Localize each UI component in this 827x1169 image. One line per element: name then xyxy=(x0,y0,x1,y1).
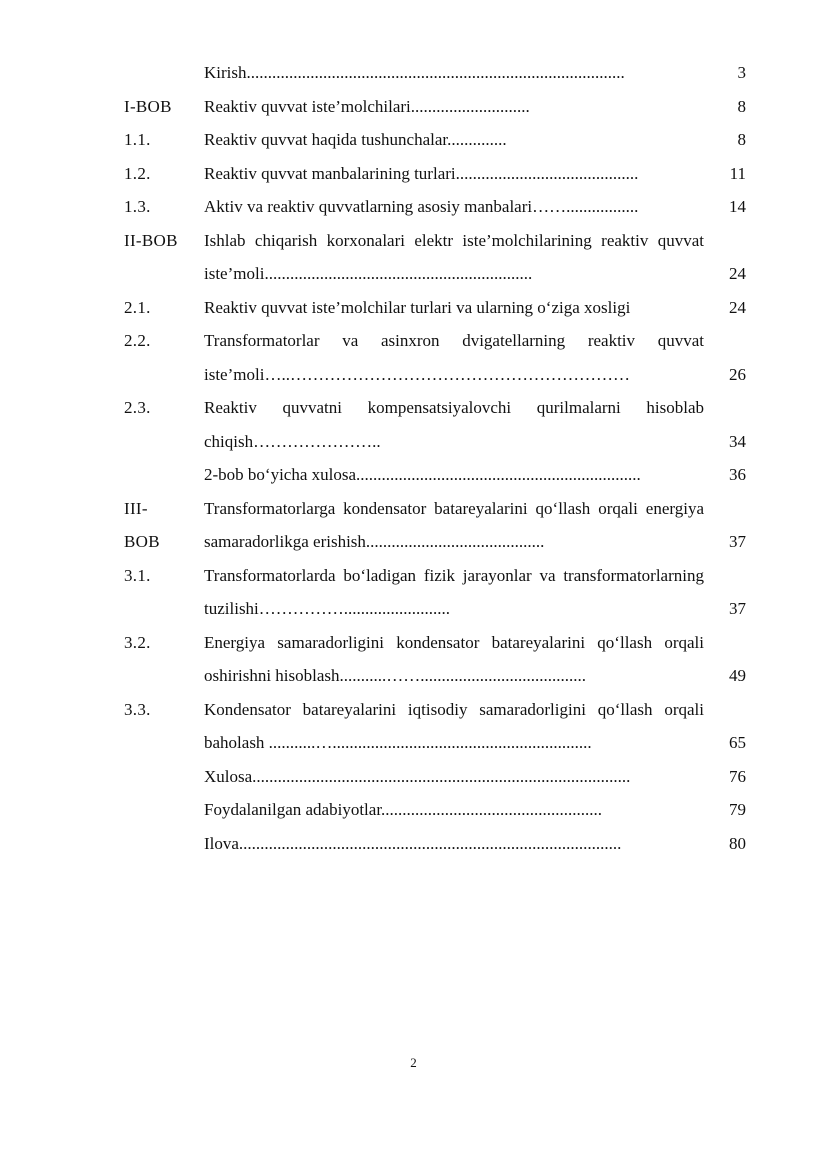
toc-entry-kirish xyxy=(124,56,746,90)
toc-entry-title: Aktiv va reaktiv quvvatlarning asosiy manbalari……................. xyxy=(204,197,639,216)
page-number: 2 xyxy=(410,1055,417,1070)
toc-entry-page: 8 xyxy=(737,96,746,116)
toc-entry-3-3 xyxy=(124,693,746,760)
toc-entry-page: 34 xyxy=(729,431,746,451)
toc-entry-number: 1.1. xyxy=(124,130,151,149)
toc-entry-page: 24 xyxy=(729,264,746,283)
toc-entry-2-1 xyxy=(124,291,746,325)
toc-entry-1-1 xyxy=(124,123,746,157)
toc-entry-title: Reaktiv quvvatni kompensatsiyalovchi qurilmalarni hisoblab chiqish………………….. xyxy=(204,398,704,451)
toc-entry-page: 3 xyxy=(737,63,746,82)
toc-entry-title: Kirish......................................................................................... xyxy=(204,63,625,82)
table-of-contents xyxy=(124,56,746,860)
toc-entry-title: Xulosa......................................................................................... xyxy=(204,766,631,786)
toc-entry-title: Transformatorlarda bo‘ladigan fizik jarayonlar va transformatorlarning tuzilishi……………......................... xyxy=(204,565,704,618)
toc-entry-page: 65 xyxy=(729,733,746,752)
toc-entry-page: 36 xyxy=(729,465,746,484)
toc-entry-title: Transformatorlar va asinxron dvigatellarning reaktiv quvvat iste’moli…..…………………………………………………… xyxy=(204,331,704,384)
toc-entry-2-3 xyxy=(124,391,746,458)
toc-entry-title: Ishlab chiqarish korxonalari elektr iste’molchilarining reaktiv quvvat iste’moli............................................................... xyxy=(204,230,704,283)
toc-entry-page: 37 xyxy=(729,532,746,551)
toc-entry-number: III- BOB xyxy=(124,498,160,551)
toc-entry-ilova xyxy=(124,827,746,861)
toc-entry-page: 76 xyxy=(729,766,746,786)
toc-entry-chapter-2-summary xyxy=(124,458,746,492)
toc-entry-chapter-2 xyxy=(124,224,746,291)
toc-entry-title: 2-bob bo‘yicha xulosa................................................................... xyxy=(204,465,641,484)
toc-entry-number: 3.3. xyxy=(124,699,151,719)
toc-entry-title: Transformatorlarga kondensator batareyalarini qo‘llash orqali energiya samaradorlikga erishish.......................................... xyxy=(204,498,704,551)
toc-entry-number: I-BOB xyxy=(124,96,172,116)
toc-entry-3-1 xyxy=(124,559,746,626)
toc-entry-page: 79 xyxy=(729,800,746,819)
toc-entry-title: Kondensator batareyalarini iqtisodiy samaradorligini qo‘llash orqali baholash ...........…............................................................. xyxy=(204,699,704,752)
toc-entry-number: 1.3. xyxy=(124,197,151,216)
toc-entry-page: 11 xyxy=(729,163,746,183)
toc-entry-number: 3.2. xyxy=(124,632,151,652)
toc-entry-page: 8 xyxy=(737,130,746,149)
toc-entry-3-2 xyxy=(124,626,746,693)
toc-entry-page: 24 xyxy=(729,297,746,317)
toc-entry-2-2 xyxy=(124,324,746,391)
toc-entry-title: Ilova.......................................................................................... xyxy=(204,833,622,853)
toc-entry-title: Reaktiv quvvat iste’molchilari............................ xyxy=(204,96,530,116)
toc-entry-title: Reaktiv quvvat haqida tushunchalar.............. xyxy=(204,130,507,149)
toc-entry-number: 2.2. xyxy=(124,331,151,350)
toc-entry-xulosa xyxy=(124,760,746,794)
toc-entry-page: 37 xyxy=(729,599,746,618)
toc-entry-page: 26 xyxy=(729,364,746,384)
toc-entry-title: Reaktiv quvvat iste’molchilar turlari va ularning o‘ziga xosligi xyxy=(204,297,631,317)
toc-entry-number: 2.1. xyxy=(124,297,151,317)
toc-entry-number: 2.3. xyxy=(124,398,151,417)
toc-entry-page: 80 xyxy=(729,833,746,853)
toc-entry-1-2 xyxy=(124,157,746,191)
toc-entry-adabiyotlar xyxy=(124,793,746,827)
toc-entry-1-3 xyxy=(124,190,746,224)
toc-entry-page: 14 xyxy=(729,197,746,216)
toc-entry-chapter-1 xyxy=(124,90,746,124)
toc-entry-number: II-BOB xyxy=(124,230,178,250)
toc-entry-title: Energiya samaradorligini kondensator batareyalarini qo‘llash orqali oshirishni hisoblash...........……....................................... xyxy=(204,632,704,685)
toc-entry-page: 49 xyxy=(729,666,746,685)
toc-entry-number: 1.2. xyxy=(124,163,151,183)
toc-entry-chapter-3 xyxy=(124,492,746,559)
toc-entry-title: Reaktiv quvvat manbalarining turlari........................................... xyxy=(204,163,639,183)
toc-entry-number: 3.1. xyxy=(124,565,151,585)
toc-entry-title: Foydalanilgan adabiyotlar.................................................... xyxy=(204,800,603,819)
